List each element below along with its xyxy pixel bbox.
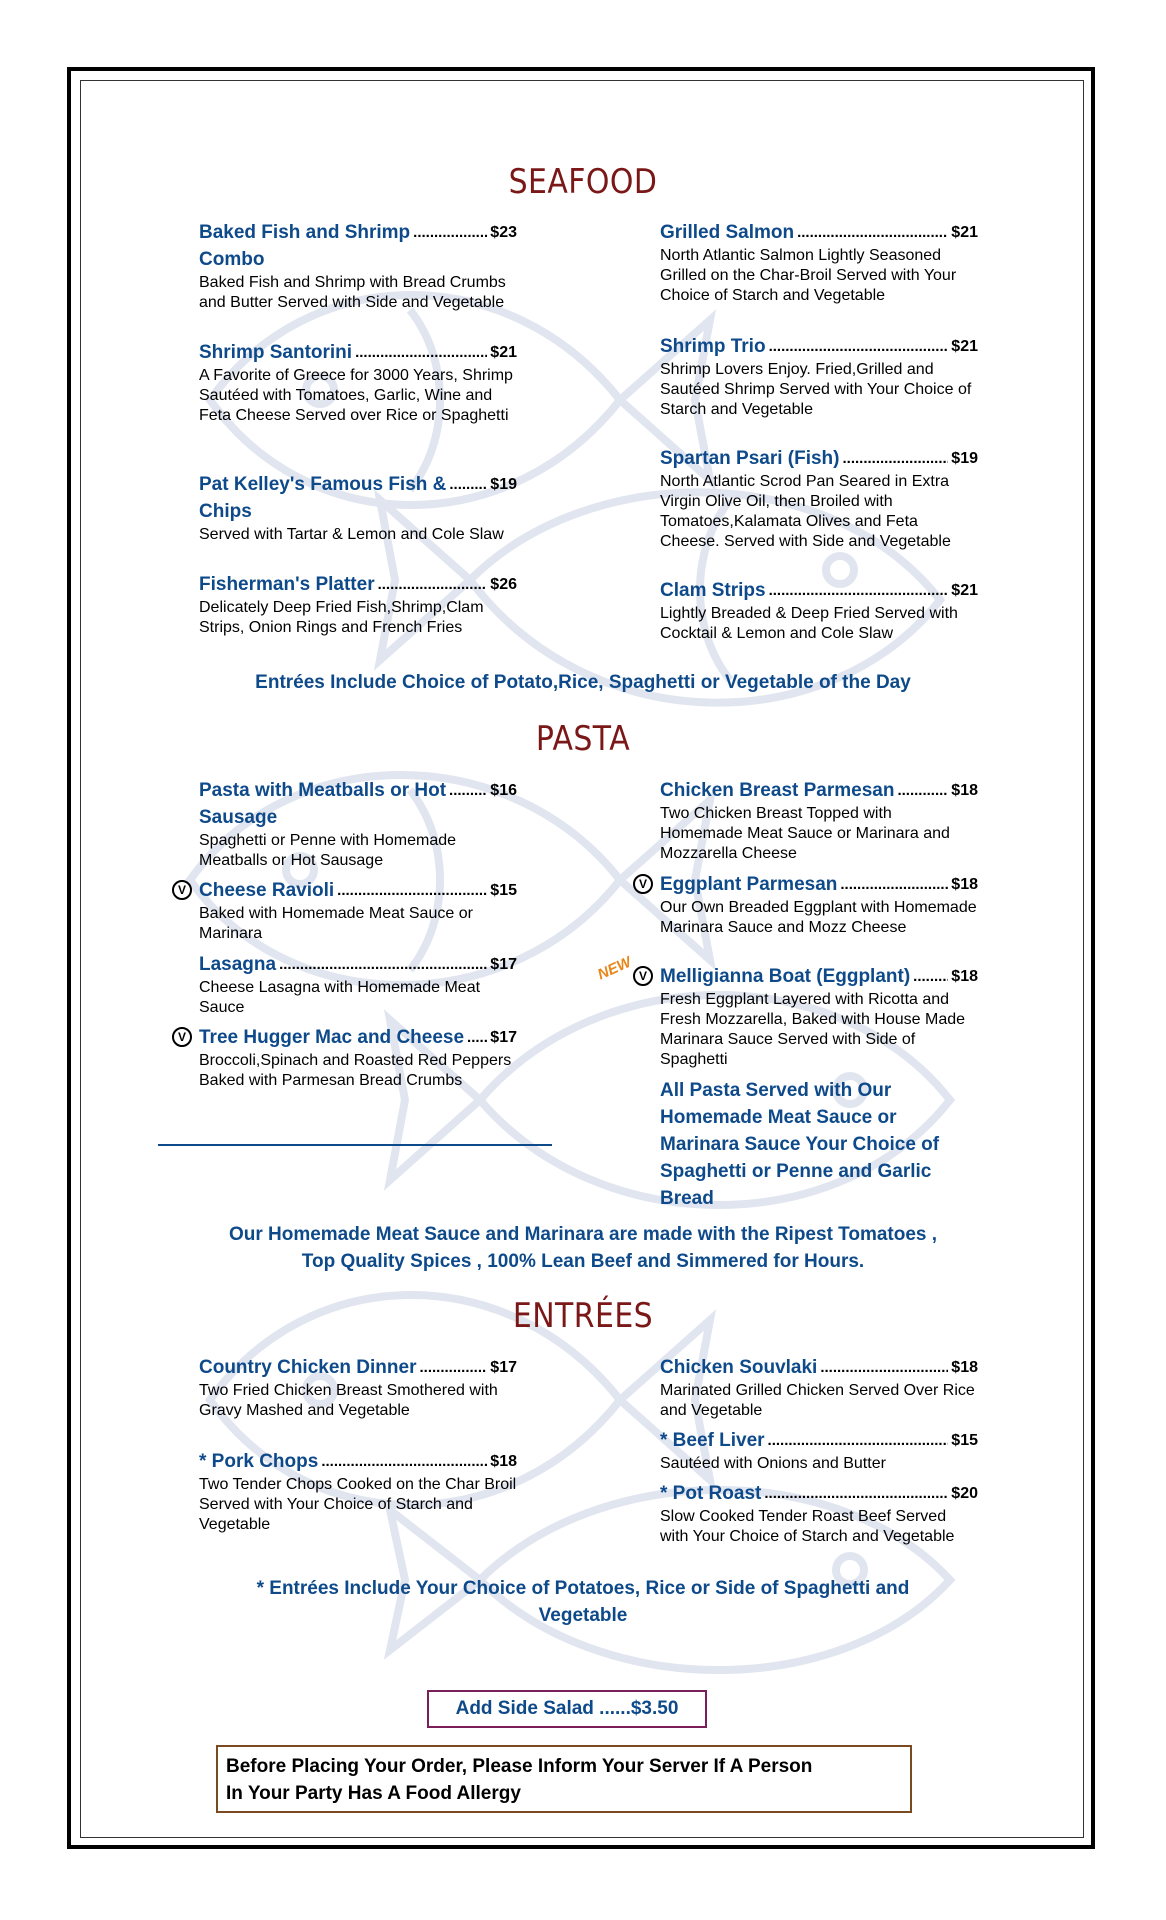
item-price: $17 [490, 1029, 517, 1046]
item-description: Lightly Breaded & Deep Fried Served with Cocktail & Lemon and Cole Slaw [660, 605, 958, 642]
allergy-line1: Before Placing Your Order, Please Inform Your Server If A Person [226, 1756, 813, 1777]
item-name: Lasagna [199, 954, 277, 975]
pasta-served-note: All Pasta Served with Our Homemade Meat Sauce or Marinara Sauce Your Choice of Spaghetti or Penne and Garlic Bread [660, 1080, 940, 1209]
item-name: Clam Strips [660, 580, 766, 601]
item-name: Chicken Souvlaki [660, 1357, 818, 1378]
vegetarian-icon: V [172, 1027, 192, 1047]
section-title-entrees: ENTRÉES [512, 1296, 654, 1336]
item-description: North Atlantic Salmon Lightly Seasoned Grilled on the Char-Broil Served with Your Choice of Starch and Vegetable [660, 247, 957, 304]
item-description: Baked with Homemade Meat Sauce or Marinara [199, 905, 473, 942]
item-description: Shrimp Lovers Enjoy. Fried,Grilled and Sautéed Shrimp Served with Your Choice of Starch and Vegetable [660, 361, 972, 418]
menu-item-spartan-psari [660, 445, 978, 552]
item-description: Baked Fish and Shrimp with Bread Crumbs and Butter Served with Side and Vegetable [199, 274, 506, 311]
menu-item-pot-roast [660, 1480, 978, 1547]
item-name: Pasta with Meatballs or Hot [199, 780, 447, 801]
item-description: Broccoli,Spinach and Roasted Red Peppers Baked with Parmesan Bread Crumbs [199, 1052, 512, 1089]
item-price: $19 [490, 476, 517, 493]
menu-item-mac-cheese [199, 1024, 517, 1091]
item-name: * Beef Liver [660, 1430, 765, 1451]
item-price: $18 [951, 968, 978, 985]
item-description: Delicately Deep Fried Fish,Shrimp,Clam Strips, Onion Rings and French Fries [199, 599, 484, 636]
item-price: $16 [490, 782, 517, 799]
item-price: $17 [490, 956, 517, 973]
item-description: Sautéed with Onions and Butter [660, 1455, 886, 1472]
item-price: $18 [490, 1453, 517, 1470]
item-description: Two Tender Chops Cooked on the Char Broil Served with Your Choice of Starch and Vegetable [199, 1476, 517, 1533]
item-name: * Pork Chops [199, 1451, 319, 1472]
menu-item-pork-chops [199, 1448, 517, 1535]
menu-item-shrimp-trio [660, 333, 978, 420]
item-description: A Favorite of Greece for 3000 Years, Shrimp Sautéed with Tomatoes, Garlic, Wine and Feta Cheese Served over Rice or Spaghetti [199, 367, 513, 424]
item-price: $18 [951, 876, 978, 893]
item-description: Two Chicken Breast Topped with Homemade Meat Sauce or Marinara and Mozzarella Cheese [660, 805, 950, 862]
item-price: $20 [951, 1485, 978, 1502]
seafood-entrees-note: Entrées Include Choice of Potato,Rice, Spaghetti or Vegetable of the Day [255, 672, 911, 693]
menu-item-eggplant-parmesan [660, 871, 978, 938]
item-price: $23 [490, 224, 517, 241]
menu-item-pasta-meatballs [199, 777, 517, 871]
sauce-note-line2: Top Quality Spices , 100% Lean Beef and Simmered for Hours. [301, 1251, 865, 1272]
item-description: Spaghetti or Penne with Homemade Meatballs or Hot Sausage [199, 832, 457, 869]
menu-item-chicken-parmesan [660, 777, 978, 864]
item-description: Two Fried Chicken Breast Smothered with Gravy Mashed and Vegetable [199, 1382, 498, 1419]
vegetarian-icon: V [172, 880, 192, 900]
menu-item-grilled-salmon [660, 219, 978, 306]
menu-item-shrimp-santorini [199, 339, 517, 426]
item-price: $21 [951, 224, 978, 241]
vegetarian-icon: V [633, 874, 653, 894]
item-description: Marinated Grilled Chicken Served Over Rice and Vegetable [660, 1382, 975, 1419]
item-name: * Pot Roast [660, 1483, 762, 1504]
menu-item-beef-liver [660, 1427, 978, 1474]
item-price: $17 [490, 1359, 517, 1376]
item-price: $15 [490, 882, 517, 899]
item-name: Country Chicken Dinner [199, 1357, 417, 1378]
allergy-line2: In Your Party Has A Food Allergy [226, 1783, 521, 1804]
new-badge: NEW [595, 953, 634, 984]
item-description: Slow Cooked Tender Roast Beef Served with Your Choice of Starch and Vegetable [660, 1508, 955, 1545]
item-description: Cheese Lasagna with Homemade Meat Sauce [199, 979, 481, 1016]
item-price: $21 [490, 344, 517, 361]
item-name: Baked Fish and Shrimp [199, 222, 411, 243]
vegetarian-icon: V [633, 966, 653, 986]
menu-item-baked-fish-shrimp [199, 219, 517, 313]
menu-item-lasagna [199, 951, 517, 1018]
item-description: North Atlantic Scrod Pan Seared in Extra Virgin Olive Oil, then Broiled with Tomatoes,Kalamata Olives and Feta Cheese. Served with Side and Vegetable [660, 473, 951, 550]
section-title-seafood: SEAFOOD [508, 162, 658, 202]
item-name: Chicken Breast Parmesan [660, 780, 895, 801]
section-title-pasta: PASTA [535, 719, 631, 759]
item-name: Shrimp Santorini [199, 342, 353, 363]
item-name: Spartan Psari (Fish) [660, 448, 840, 469]
item-price: $18 [951, 1359, 978, 1376]
item-name: Fisherman's Platter [199, 574, 375, 595]
item-name-continued: Sausage [199, 807, 278, 828]
menu-item-clam-strips [660, 577, 978, 644]
item-price: $21 [951, 338, 978, 355]
entrees-note-line2: Vegetable [538, 1605, 628, 1626]
item-name-continued: Combo [199, 249, 265, 270]
item-name: Tree Hugger Mac and Cheese [199, 1027, 465, 1048]
item-price: $15 [951, 1432, 978, 1449]
item-price: $26 [490, 576, 517, 593]
menu-item-country-chicken [199, 1354, 517, 1421]
item-name: Cheese Ravioli [199, 880, 335, 901]
item-name: Grilled Salmon [660, 222, 795, 243]
sauce-note-line1: Our Homemade Meat Sauce and Marinara are made with the Ripest Tomatoes , [228, 1224, 938, 1245]
pasta-divider [158, 1144, 552, 1146]
item-price: $18 [951, 782, 978, 799]
menu-item-chicken-souvlaki [660, 1354, 978, 1421]
item-price: $21 [951, 582, 978, 599]
side-salad-box: Add Side Salad ......$3.50 [427, 1690, 707, 1728]
item-name: Pat Kelley's Famous Fish & [199, 474, 447, 495]
menu-item-fishermans-platter [199, 571, 517, 638]
entrees-note-line1: * Entrées Include Your Choice of Potatoes, Rice or Side of Spaghetti and [256, 1578, 910, 1599]
menu-item-cheese-ravioli [199, 877, 517, 944]
item-description: Served with Tartar & Lemon and Cole Slaw [199, 526, 504, 543]
item-name: Eggplant Parmesan [660, 874, 838, 895]
allergy-notice [216, 1745, 912, 1813]
item-name: Melligianna Boat (Eggplant) [660, 966, 911, 987]
menu-item-melligianna-boat [660, 963, 978, 1070]
item-description: Our Own Breaded Eggplant with Homemade Marinara Sauce and Mozz Cheese [660, 899, 977, 936]
item-name: Shrimp Trio [660, 336, 766, 357]
item-price: $19 [951, 450, 978, 467]
menu-item-fish-chips [199, 471, 517, 545]
item-name-continued: Chips [199, 501, 252, 522]
item-description: Fresh Eggplant Layered with Ricotta and Fresh Mozzarella, Baked with House Made Marinara Sauce Served with Side of Spaghetti [660, 991, 966, 1068]
